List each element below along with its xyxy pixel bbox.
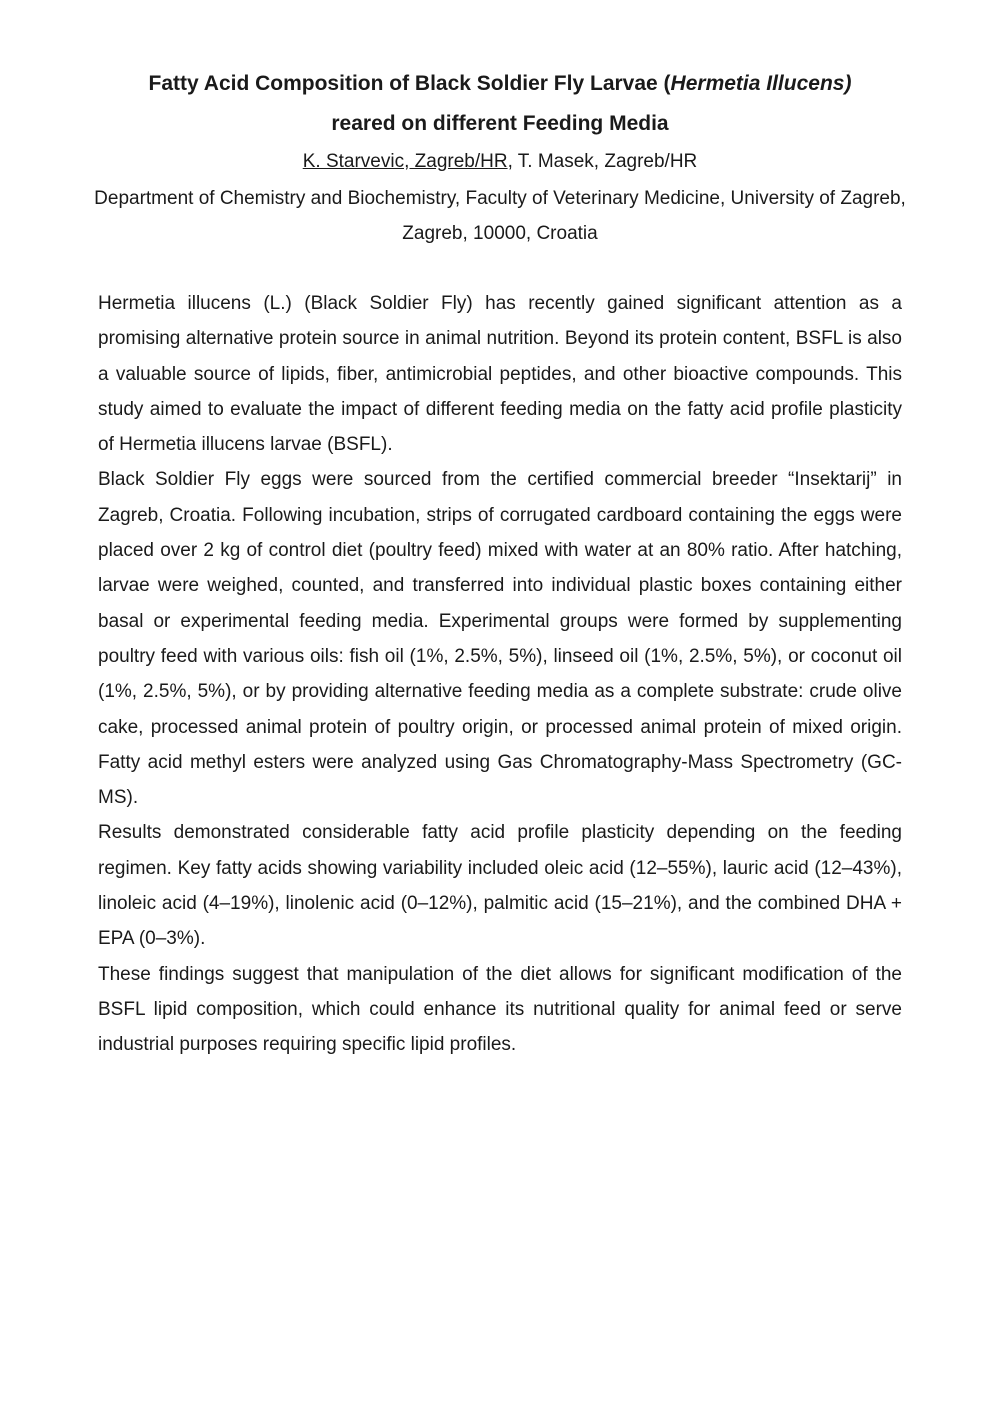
author-separator: , <box>507 151 518 172</box>
title-line-2: reared on different Feeding Media <box>331 112 669 135</box>
title-line-1 <box>149 72 852 95</box>
title-species-italic: Hermetia Illucens) <box>670 72 852 95</box>
paragraph-methods: Black Soldier Fly eggs were sourced from the certified commercial breeder “Insektarij” in Zagreb, Croatia. Following incubation, strips of corrugated cardboard containing the eggs were placed over 2 kg of control diet (poultry feed) mixed with water at an 80% ratio. After hatching, larvae were weighed, counted, and transferred into individual plastic boxes containing either basal or experimental feeding media. Experimental groups were formed by supplementing poultry feed with various oils: fish oil (1%, 2.5%, 5%), linseed oil (1%, 2.5%, 5%), or coconut oil (1%, 2.5%, 5%), or by providing alternative feeding media as a complete substrate: crude olive cake, processed animal protein of poultry origin, or processed animal protein of mixed origin. Fatty acid methyl esters were analyzed using Gas Chromatography-Mass Spectrometry (GC-MS). <box>98 469 902 809</box>
co-author: T. Masek, Zagreb/HR <box>517 151 698 172</box>
presenting-author: K. Starvevic, Zagreb/HR <box>302 151 508 172</box>
affiliation: Department of Chemistry and Biochemistry, Faculty of Veterinary Medicine, University of Zagreb, Zagreb, 10000, Croatia <box>94 188 906 244</box>
abstract-body <box>98 286 902 1063</box>
abstract-title <box>60 64 940 144</box>
paragraph-conclusion: These findings suggest that manipulation of the diet allows for significant modification of the BSFL lipid composition, which could enhance its nutritional quality for animal feed or serve industrial purposes requiring specific lipid profiles. <box>98 963 902 1056</box>
paragraph-introduction: Hermetia illucens (L.) (Black Soldier Fly) has recently gained significant attention as a promising alternative protein source in animal nutrition. Beyond its protein content, BSFL is also a valuable source of lipids, fiber, antimicrobial peptides, and other bioactive compounds. This study aimed to evaluate the impact of different feeding media on the fatty acid profile plasticity of Hermetia illucens larvae (BSFL). <box>98 293 902 456</box>
paragraph-results: Results demonstrated considerable fatty acid profile plasticity depending on the feeding regimen. Key fatty acids showing variability included oleic acid (12–55%), lauric acid (12–43%), linoleic acid (4–19%), linolenic acid (0–12%), palmitic acid (15–21%), and the combined DHA + EPA (0–3%). <box>98 822 902 950</box>
author-line <box>60 148 940 176</box>
title-text: Fatty Acid Composition of Black Soldier Fly Larvae ( <box>148 72 671 95</box>
